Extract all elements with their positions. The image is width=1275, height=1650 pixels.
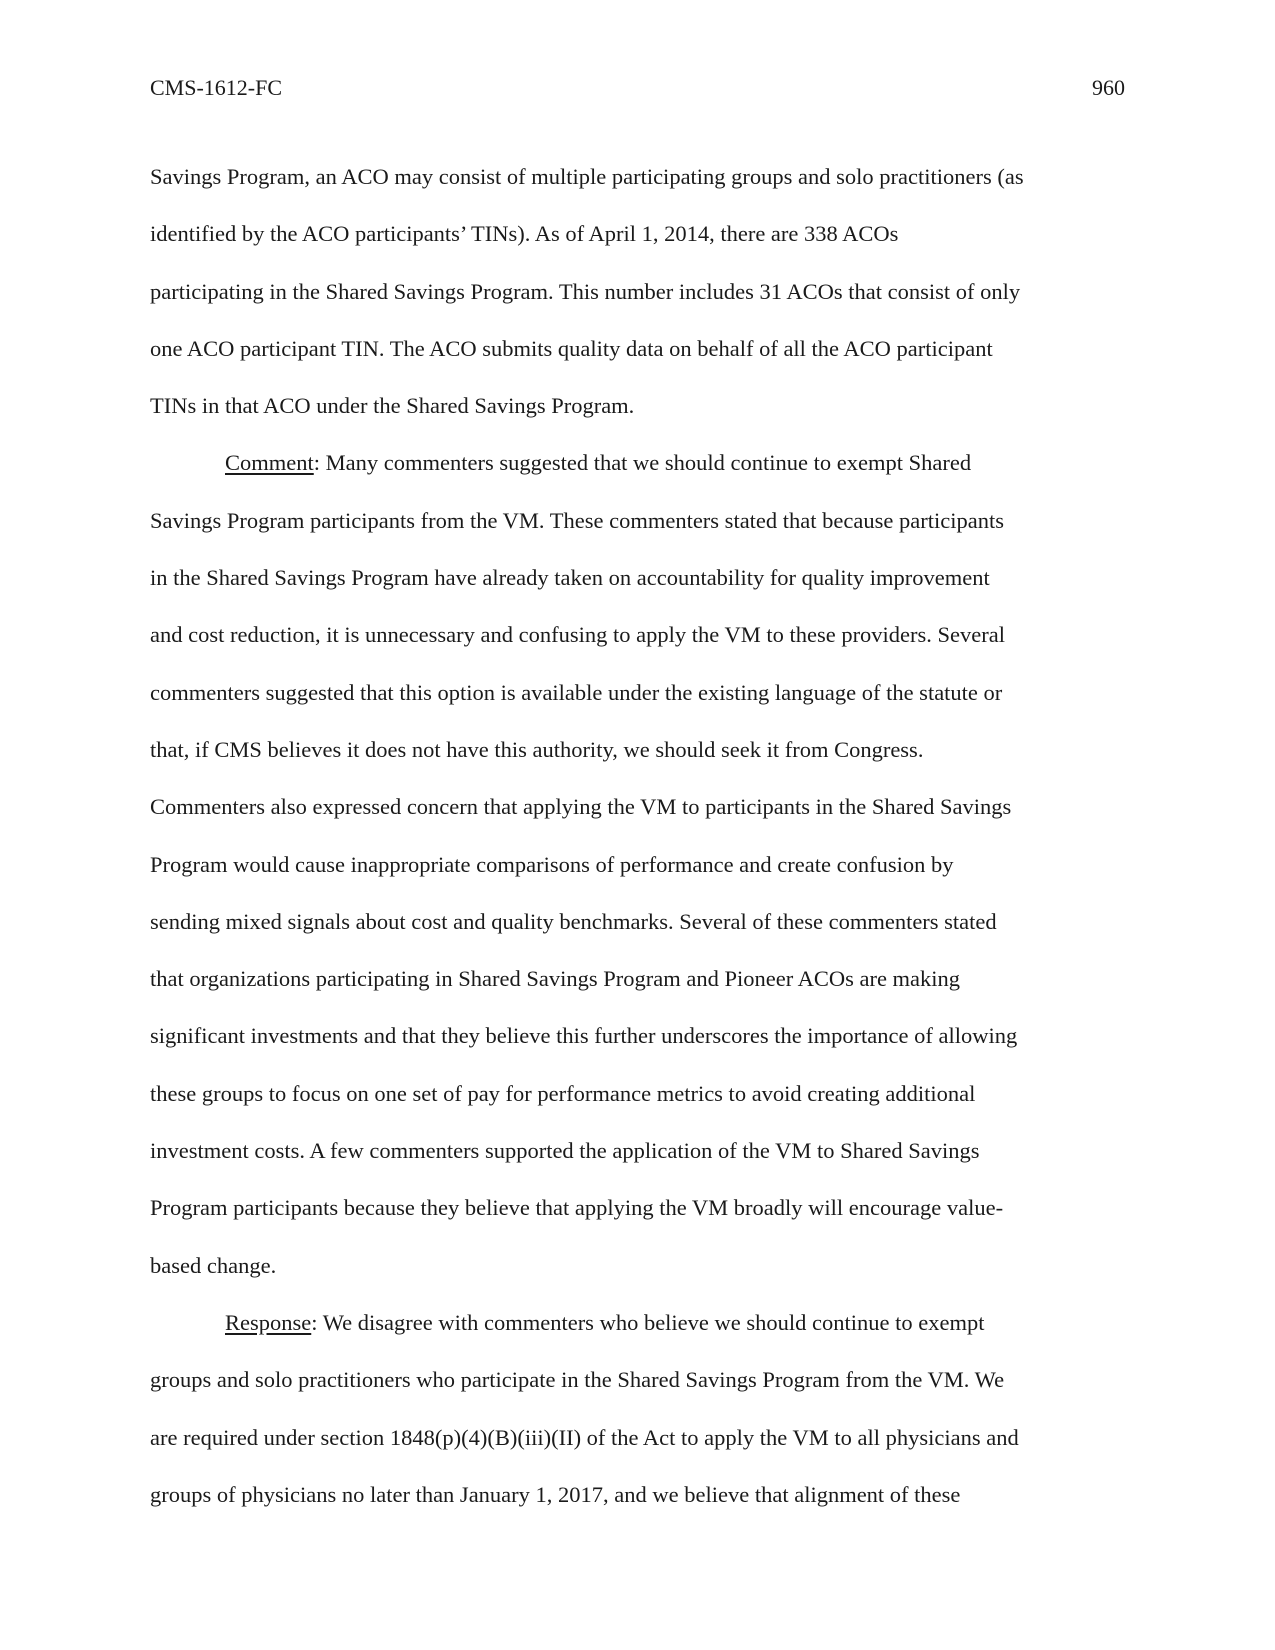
comment-first-text: : Many commenters suggested that we should continue to exempt Shared — [313, 450, 972, 476]
text-line: Program participants because they believe that applying the VM broadly will encourage value- — [150, 1195, 1004, 1221]
intro-paragraph — [150, 148, 1140, 434]
comment-first-line — [150, 434, 1140, 491]
text-line: commenters suggested that this option is available under the existing language of the statute or — [150, 679, 1003, 705]
text-line: one ACO participant TIN. The ACO submits quality data on behalf of all the ACO participant — [150, 335, 993, 361]
text-line: groups of physicians no later than January 1, 2017, and we believe that alignment of these — [150, 1481, 961, 1507]
text-line: Savings Program participants from the VM. These commenters stated that because participants — [150, 507, 1004, 533]
page-number: 960 — [1092, 75, 1125, 100]
text-line: TINs in that ACO under the Shared Savings Program. — [150, 393, 635, 419]
response-label: Response — [225, 1309, 312, 1335]
text-line: Commenters also expressed concern that applying the VM to participants in the Shared Savings — [150, 794, 1012, 820]
text-line: based change. — [150, 1252, 277, 1278]
text-line: Savings Program, an ACO may consist of multiple participating groups and solo practitioners (as — [150, 164, 1024, 189]
text-line: sending mixed signals about cost and quality benchmarks. Several of these commenters stated — [150, 908, 997, 934]
document-body — [150, 148, 1140, 1523]
response-first-text: : We disagree with commenters who believe we should continue to exempt — [311, 1309, 985, 1335]
text-line: identified by the ACO participants’ TINs). As of April 1, 2014, there are 338 ACOs — [150, 221, 899, 247]
text-line: in the Shared Savings Program have already taken on accountability for quality improvement — [150, 565, 990, 591]
comment-label: Comment — [225, 450, 314, 476]
text-line: and cost reduction, it is unnecessary and confusing to apply the VM to these providers. Several — [150, 622, 1006, 648]
text-line: investment costs. A few commenters supported the application of the VM to Shared Savings — [150, 1138, 980, 1164]
text-line: that organizations participating in Shared Savings Program and Pioneer ACOs are making — [150, 966, 961, 992]
response-first-line — [150, 1294, 1140, 1351]
text-line: participating in the Shared Savings Program. This number includes 31 ACOs that consist of only — [150, 278, 1021, 304]
document-id: CMS-1612-FC — [150, 75, 283, 100]
text-line: are required under section 1848(p)(4)(B)(iii)(II) of the Act to apply the VM to all physicians and — [150, 1424, 1019, 1450]
comment-paragraph — [150, 434, 1140, 1293]
text-line: Program would cause inappropriate comparisons of performance and create confusion by — [150, 851, 954, 877]
text-line: groups and solo practitioners who participate in the Shared Savings Program from the VM. We — [150, 1367, 1005, 1393]
response-paragraph — [150, 1294, 1140, 1523]
text-line: that, if CMS believes it does not have this authority, we should seek it from Congress. — [150, 736, 924, 762]
text-line: these groups to focus on one set of pay for performance metrics to avoid creating additional — [150, 1080, 976, 1106]
text-line: significant investments and that they believe this further underscores the importance of allowing — [150, 1023, 1018, 1049]
